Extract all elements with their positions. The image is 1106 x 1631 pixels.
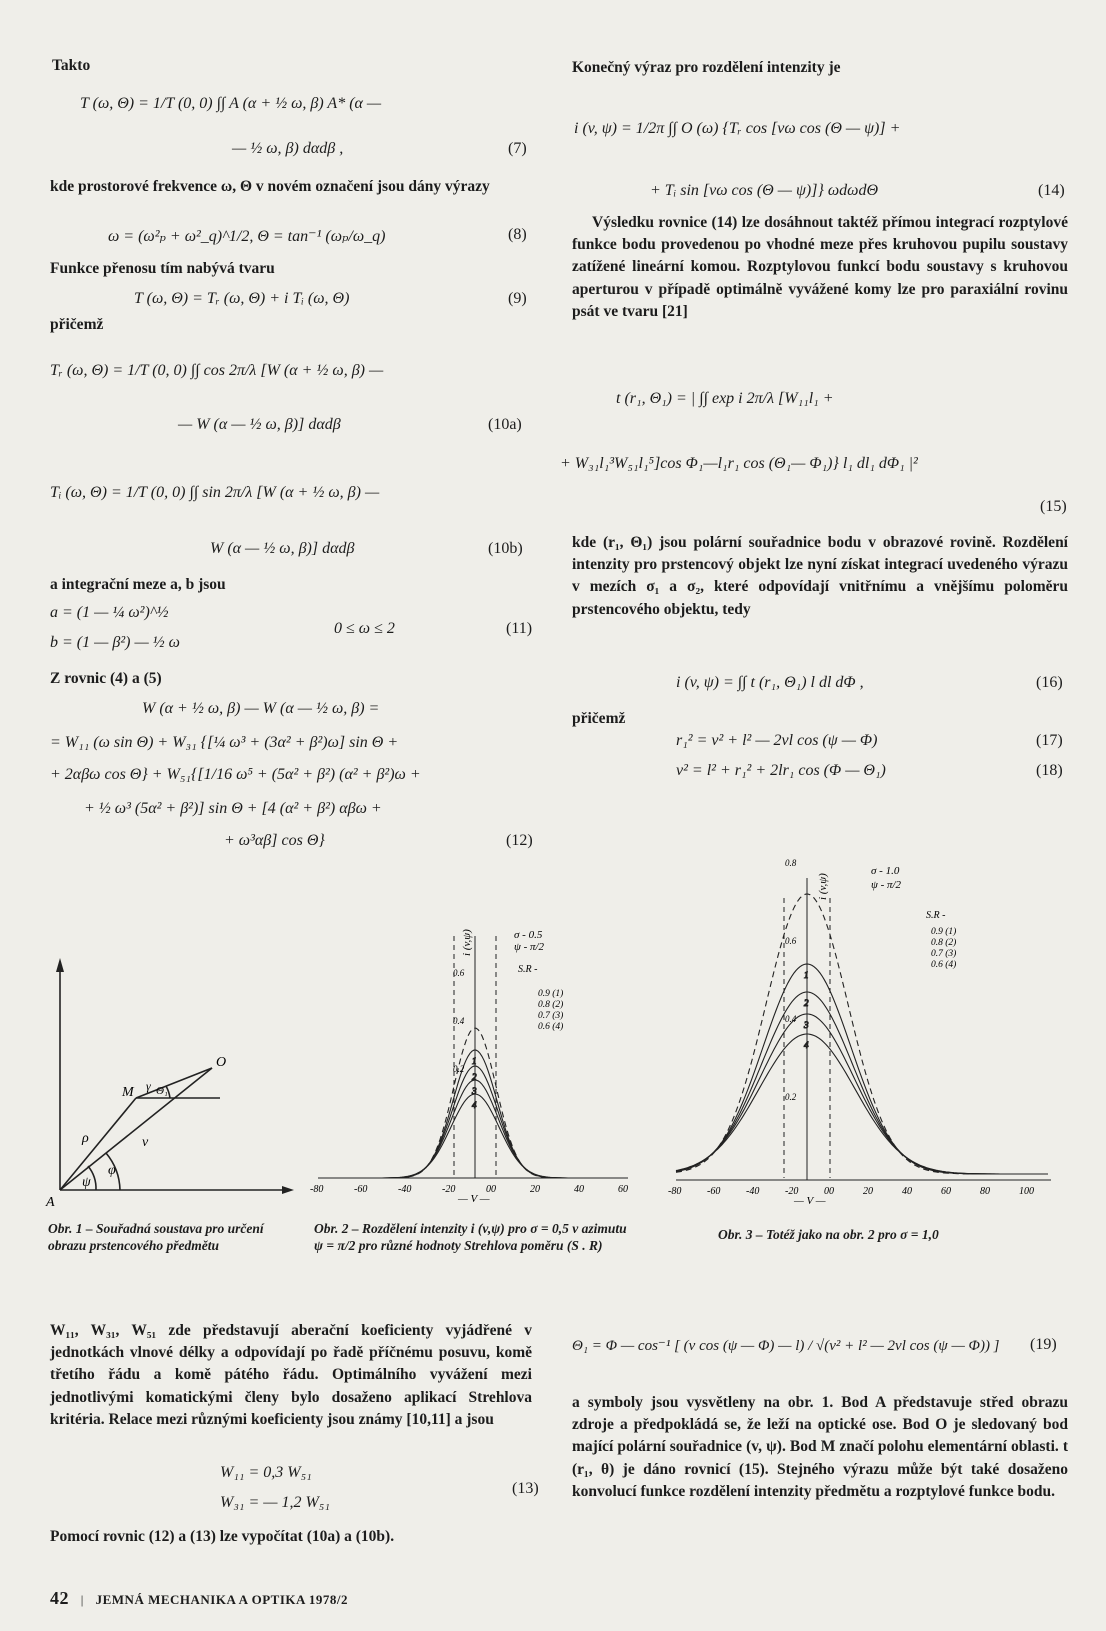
fig3-x-tick: 20: [863, 1186, 873, 1197]
figure-1-diagram: [40, 950, 300, 1210]
fig2-x-tick: -40: [398, 1184, 412, 1195]
equation-19: Θ₁ = Φ — cos⁻¹ [ (v cos (ψ — Φ) — l) / √(v² + l² — 2vl cos (ψ — Φ)) ]: [572, 1338, 1000, 1354]
fig1-label-psi: ψ: [82, 1175, 91, 1190]
left-paragraph-2: Funkce přenosu tím nabývá tvaru: [50, 260, 275, 277]
right-paragraph-2: Výsledku rovnice (14) lze dosáhnout taktéž přímou integrací rozptylové funkce bodu provedenou po vhodné meze přes kruhovou pupilu soustavy zatížené lineární komou. Rozptylovou funkcí bodu soustavy s kruhovou aperturou v případě optimálně vyvážené komy lze pro paraxiální rovinu psát ve tvaru [21]: [572, 214, 1068, 320]
equation-8-number: (8): [508, 226, 527, 243]
fig2-sr-label: S.R -: [518, 964, 538, 975]
fig3-sr-label: S.R -: [926, 910, 946, 921]
fig1-line-v: [60, 1068, 212, 1190]
fig3-x-tick: 100: [1019, 1186, 1034, 1197]
equation-11-line2: b = (1 — β²) — ½ ω: [50, 634, 180, 651]
equation-10b-line1: Tᵢ (ω, Θ) = 1/T (0, 0) ∫∫ sin 2π/λ [W (α + ½ ω, β) —: [50, 484, 380, 501]
equation-12-line3: + 2αβω cos Θ} + W₅₁{[1/16 ω⁵ + (5α² + β²) (α² + β²)ω +: [50, 766, 421, 783]
fig3-x-tick: 60: [941, 1186, 951, 1197]
equation-11-number: (11): [506, 620, 533, 637]
equation-17-number: (17): [1036, 732, 1063, 749]
left-paragraph-1: kde prostorové frekvence ω, Θ v novém označení jsou dány výrazy: [50, 178, 490, 195]
fig2-legend-item: 0.9 (1): [538, 989, 564, 999]
equation-10a-line2: — W (α — ½ ω, β)] dαdβ: [178, 416, 341, 433]
fig3-x-tick: -20: [785, 1186, 799, 1197]
fig3-y-tick: 0.6: [785, 936, 797, 946]
equation-14-line2: + Tᵢ sin [vω cos (Θ — ψ)]} ωdωdΘ: [650, 182, 878, 199]
equation-18: v² = l² + r₁² + 2lr₁ cos (Φ — Θ₁): [676, 762, 886, 779]
fig2-curve-label: 3: [472, 1086, 477, 1096]
journal-name: JEMNÁ MECHANIKA A OPTIKA 1978/2: [95, 1592, 349, 1607]
fig3-x-tick: -60: [707, 1186, 721, 1197]
fig3-curve: [676, 964, 1048, 1174]
fig3-curve-label: 1: [804, 970, 809, 980]
fig1-line-rho: [60, 1098, 136, 1190]
right-paragraph-3: kde (r₁, Θ₁) jsou polární souřadnice bodu v obrazové rovině. Rozdělení intenzity pro prstencový objekt lze nyní získat integrací uvedeného výrazu v mezích σ₁ a σ₂, které odpovídají vnitřnímu a vnějšímu poloměru prstencového objektu, tedy: [572, 534, 1068, 618]
fig1-label-o: O: [216, 1055, 227, 1070]
fig2-sigma: σ - 0.5: [514, 929, 543, 941]
fig2-x-tick: 60: [618, 1184, 628, 1195]
equation-16: i (v, ψ) = ∫∫ t (r₁, Θ₁) l dl dΦ ,: [676, 674, 864, 691]
equation-7-number: (7): [508, 140, 527, 157]
fig2-y-tick: 0.4: [453, 1016, 465, 1026]
fig1-label-m: M: [122, 1085, 134, 1100]
fig2-x-tick: -80: [310, 1184, 324, 1195]
equation-15-number: (15): [1040, 498, 1067, 515]
right-paragraph-4: přičemž: [572, 710, 626, 727]
fig3-x-tick: -40: [746, 1186, 760, 1197]
fig3-y-tick: 0.4: [785, 1014, 797, 1024]
equation-18-number: (18): [1036, 762, 1063, 779]
fig3-curve-label: 3: [804, 1020, 809, 1030]
equation-9-number: (9): [508, 290, 527, 307]
fig3-x-tick: -80: [668, 1186, 682, 1197]
equation-7-line1: T (ω, Θ) = 1/T (0, 0) ∫∫ A (α + ½ ω, β) A* (α —: [80, 95, 382, 112]
equation-13-number: (13): [512, 1480, 539, 1497]
fig3-y-tick: 0.2: [785, 1092, 797, 1102]
fig3-y-tick: 0.8: [785, 858, 797, 868]
equation-14-line1: i (v, ψ) = 1/2π ∫∫ O (ω) {Tᵣ cos [vω cos (Θ — ψ)] +: [574, 120, 901, 137]
fig2-curve-label: 4: [472, 1100, 477, 1110]
fig2-y-tick: 0.2: [453, 1064, 465, 1074]
bottom-left-paragraph-2: Pomocí rovnic (12) a (13) lze vypočítat (10a) a (10b).: [50, 1528, 395, 1545]
equation-12-line2: = W₁₁ (ω sin Θ) + W₃₁ {[¼ ω³ + (3α² + β²)ω] sin Θ +: [50, 734, 399, 751]
fig1-label-rho: ρ: [82, 1131, 89, 1146]
equation-10a-line1: Tᵣ (ω, Θ) = 1/T (0, 0) ∫∫ cos 2π/λ [W (α + ½ ω, β) —: [50, 362, 384, 379]
equation-17: r₁² = v² + l² — 2vl cos (ψ — Φ): [676, 732, 878, 749]
fig3-curve: [676, 1034, 1048, 1174]
equation-16-number: (16): [1036, 674, 1063, 691]
fig3-legend-item: 0.6 (4): [931, 960, 957, 970]
left-takto: Takto: [52, 57, 91, 74]
figure-1-caption: Obr. 1 – Souřadná soustava pro určení obrazu prstencového předmětu: [48, 1221, 264, 1253]
right-paragraph-1: Konečný výraz pro rozdělení intenzity je: [572, 59, 841, 76]
fig2-curve: [318, 1066, 628, 1178]
equation-13-line1: W₁₁ = 0,3 W₅₁: [220, 1464, 312, 1481]
fig1-label-gamma: γ: [146, 1079, 151, 1093]
fig2-x-tick: -60: [354, 1184, 368, 1195]
fig2-x-tick: 20: [530, 1184, 540, 1195]
fig1-label-v: v: [142, 1135, 149, 1150]
fig2-curve: [318, 1050, 628, 1178]
fig3-sigma: σ - 1.0: [871, 865, 900, 877]
equation-11-range: 0 ≤ ω ≤ 2: [334, 620, 395, 637]
equation-9: T (ω, Θ) = Tᵣ (ω, Θ) + i Tᵢ (ω, Θ): [134, 290, 350, 307]
figure-3-chart: [668, 858, 1076, 1207]
fig1-label-phi: φ: [108, 1163, 116, 1178]
equation-12-line1: W (α + ½ ω, β) — W (α — ½ ω, β) =: [142, 700, 380, 717]
equation-12-line4: + ½ ω³ (5α² + β²)] sin Θ + [4 (α² + β²) αβω +: [84, 800, 382, 817]
footer-separator: |: [80, 1592, 84, 1607]
figure-2-chart: [310, 916, 638, 1205]
fig2-x-tick: -20: [442, 1184, 456, 1195]
fig3-curve-label: 2: [804, 998, 809, 1008]
fig3-psi: ψ - π/2: [871, 879, 902, 891]
equation-15-line1: t (r₁, Θ₁) = | ∫∫ exp i 2π/λ [W₁₁l₁ +: [616, 390, 834, 407]
fig1-label-theta: Θ₁: [156, 1085, 168, 1097]
equation-14-number: (14): [1038, 182, 1065, 199]
bottom-right-paragraph: a symboly jsou vysvětleny na obr. 1. Bod A představuje střed obrazu zdroje a předpokládá se, že leží na optické ose. Bod O je sledovaný bod mající polární souřadnice (v, ψ). Bod M značí polohu elementární oblasti. t (r₁, θ) je dáno rovnicí (15). Stejného výrazu může být také dosaženo konvolucí funkce rozdělení intenzity předmětu a rozptylové funkce bodu.: [572, 1394, 1068, 1500]
equation-11-line1: a = (1 — ¼ ω²)^½: [50, 604, 169, 621]
fig3-curve: [676, 1014, 1048, 1174]
fig3-legend-item: 0.9 (1): [931, 927, 957, 937]
fig3-x-tick: 00: [824, 1186, 834, 1197]
fig2-xlabel: — V —: [458, 1193, 490, 1205]
left-paragraph-4: a integrační meze a, b jsou: [50, 576, 226, 593]
fig3-legend-item: 0.8 (2): [931, 938, 957, 948]
fig2-curve-label: 2: [472, 1072, 477, 1082]
equation-7-line2: — ½ ω, β) dαdβ ,: [232, 140, 344, 157]
equation-10a-number: (10a): [488, 416, 522, 433]
equation-12-line5: + ω³αβ] cos Θ}: [224, 832, 325, 849]
page-number: 42: [50, 1588, 69, 1608]
equation-8: ω = (ω²ₚ + ω²_q)^1/2, Θ = tan⁻¹ (ωₚ/ω_q): [108, 228, 386, 245]
fig3-x-tick: 80: [980, 1186, 990, 1197]
equation-10b-line2: W (α — ½ ω, β)] dαdβ: [210, 540, 355, 557]
fig2-legend-item: 0.8 (2): [538, 1000, 564, 1010]
left-paragraph-3: přičemž: [50, 316, 104, 333]
bottom-left-paragraph-1: W₁₁, W₃₁, W₅₁ zde představují aberační koeficienty vyjádřené v jednotkách vlnové délky a odpovídají po řadě příčnému posuvu, komě třetího řádu a komě pátého řádu. Optimálního vyvážení mezi jednotlivými komatickými členy bylo dosaženo aplikací Strehlova kritéria. Relace mezi různými koeficienty jsou známy [10,11] a jsou: [50, 1322, 532, 1428]
fig2-legend-item: 0.6 (4): [538, 1022, 564, 1032]
fig2-curve-label: 1: [472, 1056, 477, 1066]
fig2-x-tick: 00: [486, 1184, 496, 1195]
fig2-x-tick: 40: [574, 1184, 584, 1195]
fig2-y-tick: 0.6: [453, 968, 465, 978]
equation-15-line2: + W₃₁l₁³W₅₁l₁⁵]cos Φ₁—l₁r₁ cos (Θ₁— Φ₁)} l₁ dl₁ dΦ₁ |²: [560, 455, 918, 472]
equation-10b-number: (10b): [488, 540, 523, 557]
fig3-x-tick: 40: [902, 1186, 912, 1197]
fig3-legend-item: 0.7 (3): [931, 949, 957, 959]
fig3-ylabel: i (v,ψ): [817, 873, 829, 900]
fig1-label-a: A: [46, 1195, 55, 1210]
fig3-xlabel: — V —: [794, 1195, 826, 1207]
fig2-legend-item: 0.7 (3): [538, 1011, 564, 1021]
fig2-psi: ψ - π/2: [514, 941, 545, 953]
figure-3-caption: Obr. 3 – Totéž jako na obr. 2 pro σ = 1,0: [718, 1227, 939, 1242]
equation-19-number: (19): [1030, 1336, 1057, 1353]
fig2-ylabel: i (v,ψ): [461, 929, 473, 956]
figure-2-caption: Obr. 2 – Rozdělení intenzity i (v,ψ) pro σ = 0,5 v azimutu ψ = π/2 pro různé hodnoty Strehlova poměru (S . R): [314, 1221, 627, 1253]
page-footer: [50, 1588, 348, 1609]
fig3-curve-label: 4: [804, 1040, 809, 1050]
equation-12-number: (12): [506, 832, 533, 849]
left-paragraph-5: Z rovnic (4) a (5): [50, 670, 162, 687]
fig3-curve: [676, 992, 1048, 1174]
equation-13-line2: W₃₁ = — 1,2 W₅₁: [220, 1494, 330, 1511]
